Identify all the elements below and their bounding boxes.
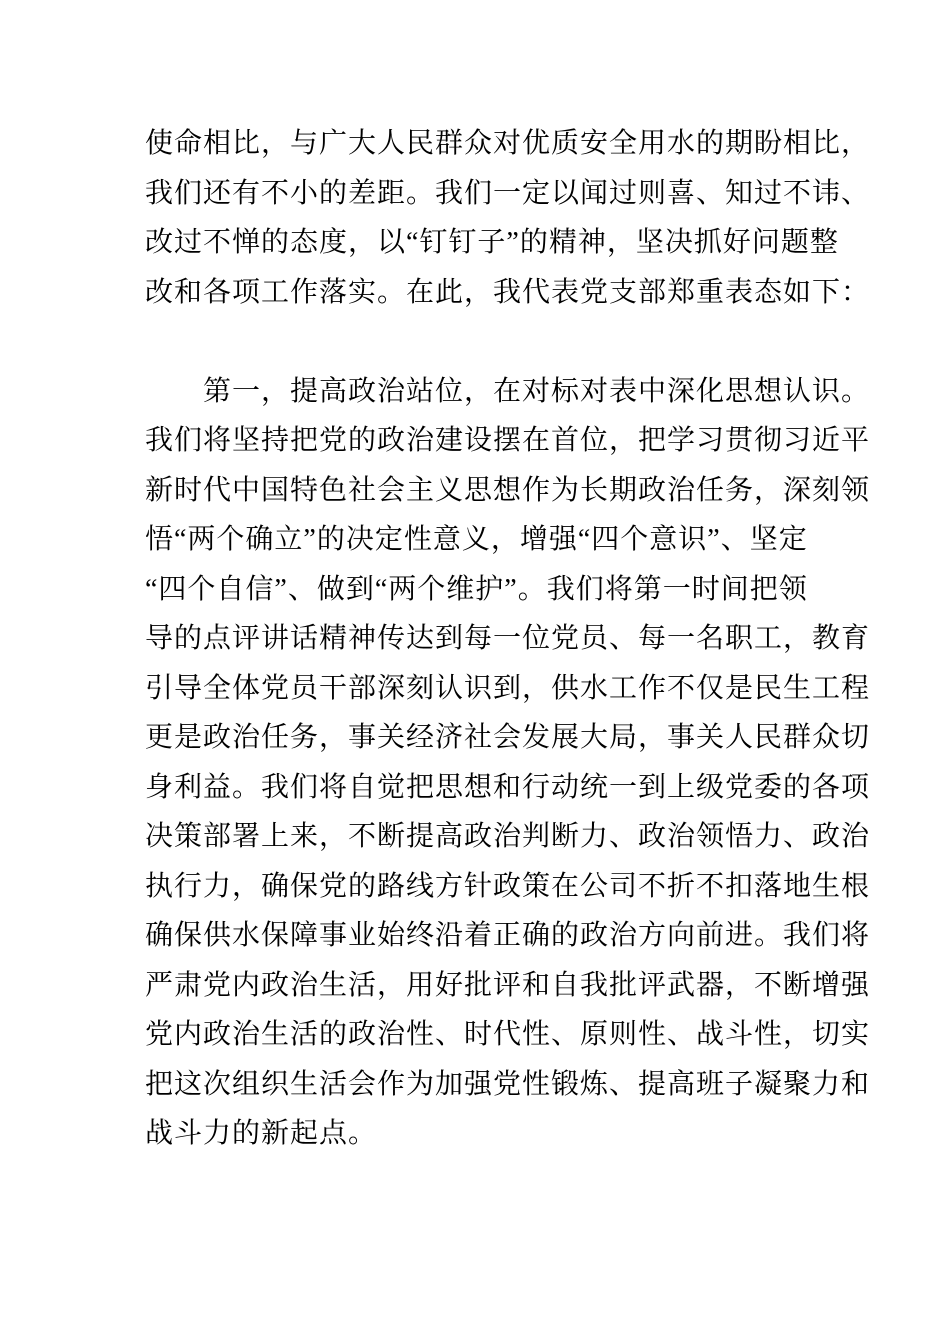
text-line: 我们还有不小的差距。我们一定以闻过则喜、知过不讳、 bbox=[145, 177, 871, 209]
paragraph-first-point bbox=[145, 367, 870, 1159]
text-line: 引导全体党员干部深刻认识到，供水工作不仅是民生工程 bbox=[145, 672, 871, 704]
text-line: 我们将坚持把党的政治建设摆在首位，把学习贯彻习近平 bbox=[145, 425, 871, 456]
text-line: 导的点评讲话精神传达到每一位党员、每一名职工，教育 bbox=[145, 623, 871, 654]
text-line: “四个自信”、做到“两个维护”。我们将第一时间把领 bbox=[145, 573, 808, 605]
text-line: 执行力，确保党的路线方针政策在公司不折不扣落地生根 bbox=[145, 870, 871, 902]
text-line: 把这次组织生活会作为加强党性锻炼、提高班子凝聚力和 bbox=[145, 1068, 871, 1100]
text-line: 战斗力的新起点。 bbox=[145, 1118, 378, 1149]
text-line: 决策部署上来，不断提高政治判断力、政治领悟力、政治 bbox=[145, 821, 871, 852]
text-line: 身利益。我们将自觉把思想和行动统一到上级党委的各项 bbox=[145, 771, 871, 803]
text-line: 改和各项工作落实。在此，我代表党支部郑重表态如下： bbox=[145, 276, 871, 308]
text-line: 严肃党内政治生活，用好批评和自我批评武器，不断增强 bbox=[145, 969, 871, 1001]
text-line: 改过不惮的态度，以“钉钉子”的精神，坚决抓好问题整 bbox=[145, 227, 839, 258]
text-line: 第一，提高政治站位，在对标对表中深化思想认识。 bbox=[203, 375, 871, 407]
text-line: 悟“两个确立”的决定性意义，增强“四个意识”、坚定 bbox=[145, 524, 808, 555]
paragraph-intro bbox=[145, 119, 870, 317]
text-line: 更是政治任务，事关经济社会发展大局，事关人民群众切 bbox=[145, 722, 871, 753]
text-line: 确保供水保障事业始终沿着正确的政治方向前进。我们将 bbox=[145, 920, 871, 951]
text-line: 党内政治生活的政治性、时代性、原则性、战斗性，切实 bbox=[145, 1019, 871, 1050]
text-line: 使命相比，与广大人民群众对优质安全用水的期盼相比， bbox=[145, 128, 871, 159]
text-line: 新时代中国特色社会主义思想作为长期政治任务，深刻领 bbox=[145, 474, 871, 506]
